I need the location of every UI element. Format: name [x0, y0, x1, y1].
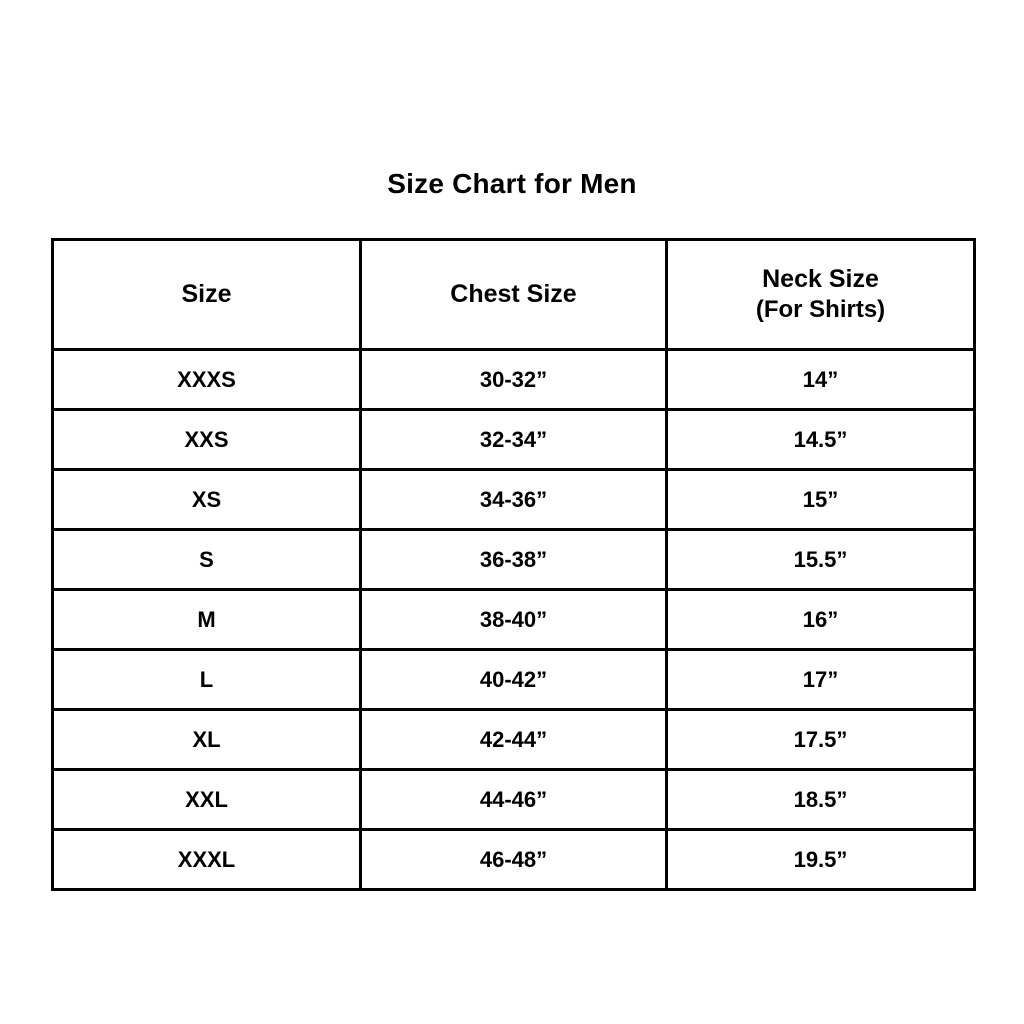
table-body	[53, 350, 975, 890]
cell-neck: 19.5”	[667, 830, 975, 890]
cell-size: XXXL	[53, 830, 361, 890]
cell-chest: 34-36”	[361, 470, 667, 530]
column-header-neck-size-label: Neck Size	[762, 264, 879, 293]
column-header-neck-size-sublabel: (For Shirts)	[755, 296, 886, 324]
cell-size: L	[53, 650, 361, 710]
cell-size: XL	[53, 710, 361, 770]
size-chart-table-container	[51, 238, 973, 891]
cell-chest: 40-42”	[361, 650, 667, 710]
table-row	[53, 350, 975, 410]
cell-neck: 16”	[667, 590, 975, 650]
table-row	[53, 650, 975, 710]
cell-chest: 38-40”	[361, 590, 667, 650]
cell-size: XXXS	[53, 350, 361, 410]
cell-size: XXS	[53, 410, 361, 470]
cell-size: XS	[53, 470, 361, 530]
table-row	[53, 590, 975, 650]
size-chart-table	[51, 238, 976, 891]
cell-neck: 15”	[667, 470, 975, 530]
column-header-chest-size	[361, 240, 667, 350]
cell-chest: 30-32”	[361, 350, 667, 410]
page-title: Size Chart for Men	[387, 168, 637, 199]
cell-chest: 42-44”	[361, 710, 667, 770]
table-header-row	[53, 240, 975, 350]
cell-neck: 14”	[667, 350, 975, 410]
table-row	[53, 470, 975, 530]
column-header-size	[53, 240, 361, 350]
cell-neck: 15.5”	[667, 530, 975, 590]
cell-chest: 44-46”	[361, 770, 667, 830]
table-row	[53, 410, 975, 470]
column-header-neck-size	[667, 240, 975, 350]
cell-size: M	[53, 590, 361, 650]
table-row	[53, 770, 975, 830]
table-row	[53, 530, 975, 590]
table-row	[53, 830, 975, 890]
cell-chest: 36-38”	[361, 530, 667, 590]
column-header-chest-size-label: Chest Size	[450, 279, 577, 308]
column-header-size-label: Size	[181, 279, 232, 308]
table-row	[53, 710, 975, 770]
cell-neck: 17”	[667, 650, 975, 710]
cell-neck: 18.5”	[667, 770, 975, 830]
cell-chest: 46-48”	[361, 830, 667, 890]
cell-size: XXL	[53, 770, 361, 830]
cell-neck: 14.5”	[667, 410, 975, 470]
cell-chest: 32-34”	[361, 410, 667, 470]
cell-size: S	[53, 530, 361, 590]
table-header	[53, 240, 975, 350]
cell-neck: 17.5”	[667, 710, 975, 770]
